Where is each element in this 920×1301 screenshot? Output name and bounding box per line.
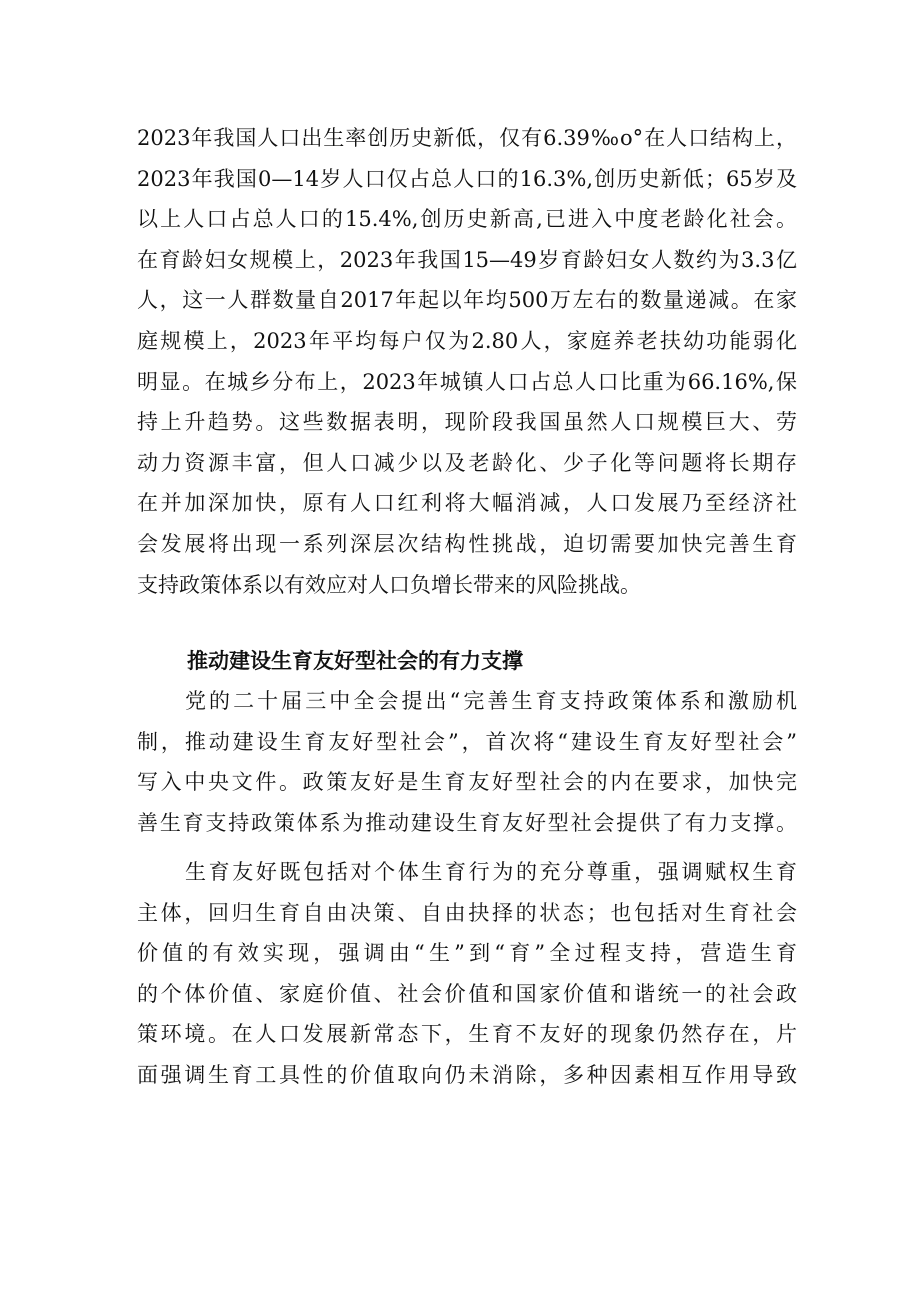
paragraph-line: 2023年我国人口出生率创历史新低，仅有6.39‰o°在人口结构上， (137, 126, 797, 150)
paragraph-line: 的个体价值、家庭价值、社会价值和国家价值和谐统一的社会政 (137, 981, 797, 1006)
paragraph-line: 2023年我国0—14岁人口仅占总人口的16.3%,创历史新低；65岁及 (137, 166, 797, 191)
paragraph-line: 价值的有效实现，强调由“生”到“育”全过程支持，营造生育 (137, 941, 797, 966)
paragraph-line: 在育龄妇女规模上，2023年我国15—49岁育龄妇女人数约为3.3亿 (137, 247, 797, 272)
paragraph-line: 动力资源丰富，但人口减少以及老龄化、少子化等问题将长期存 (137, 450, 797, 475)
paragraph-line: 会发展将出现一系列深层次结构性挑战，迫切需要加快完善生育 (137, 531, 797, 556)
paragraph-line: 生育友好既包括对个体生育行为的充分尊重，强调赋权生育 (185, 860, 797, 884)
paragraph-line: 以上人口占总人口的15.4%,创历史新高,已进入中度老龄化社会。 (137, 207, 797, 232)
paragraph-line: 持上升趋势。这些数据表明，现阶段我国虽然人口规模巨大、劳 (137, 410, 797, 435)
section-heading: 推动建设生育友好型社会的有力支撑 (187, 649, 523, 673)
paragraph-line: 制，推动建设生育友好型社会”，首次将“建设生育友好型社会” (137, 729, 797, 754)
paragraph-line: 面强调生育工具性的价值取向仍未消除，多种因素相互作用导致 (137, 1062, 797, 1087)
paragraph-line: 在并加深加快，原有人口红利将大幅消减，人口发展乃至经济社 (137, 491, 797, 516)
paragraph-line: 善生育支持政策体系为推动建设生育友好型社会提供了有力支撑。 (137, 810, 797, 835)
paragraph-line: 庭规模上，2023年平均每户仅为2.80人，家庭养老扶幼功能弱化 (137, 328, 797, 353)
paragraph-line: 主体，回归生育自由决策、自由抉择的状态；也包括对生育社会 (137, 900, 797, 925)
paragraph-fertility-friendly (137, 852, 797, 1096)
paragraph-line: 人，这一人群数量自2017年起以年均500万左右的数量递减。在家 (137, 288, 797, 313)
paragraph-line: 党的二十届三中全会提出“完善生育支持政策体系和激励机 (185, 689, 797, 713)
paragraph-line: 写入中央文件。政策友好是生育友好型社会的内在要求，加快完 (137, 770, 797, 795)
paragraph-line: 策环境。在人口发展新常态下，生育不友好的现象仍然存在，片 (137, 1022, 797, 1047)
paragraph-population-data (137, 118, 797, 605)
paragraph-line: 支持政策体系以有效应对人口负增长带来的风险挑战。 (137, 572, 641, 597)
paragraph-policy-support (137, 681, 797, 843)
paragraph-line: 明显。在城乡分布上，2023年城镇人口占总人口比重为66.16%,保 (137, 369, 797, 394)
